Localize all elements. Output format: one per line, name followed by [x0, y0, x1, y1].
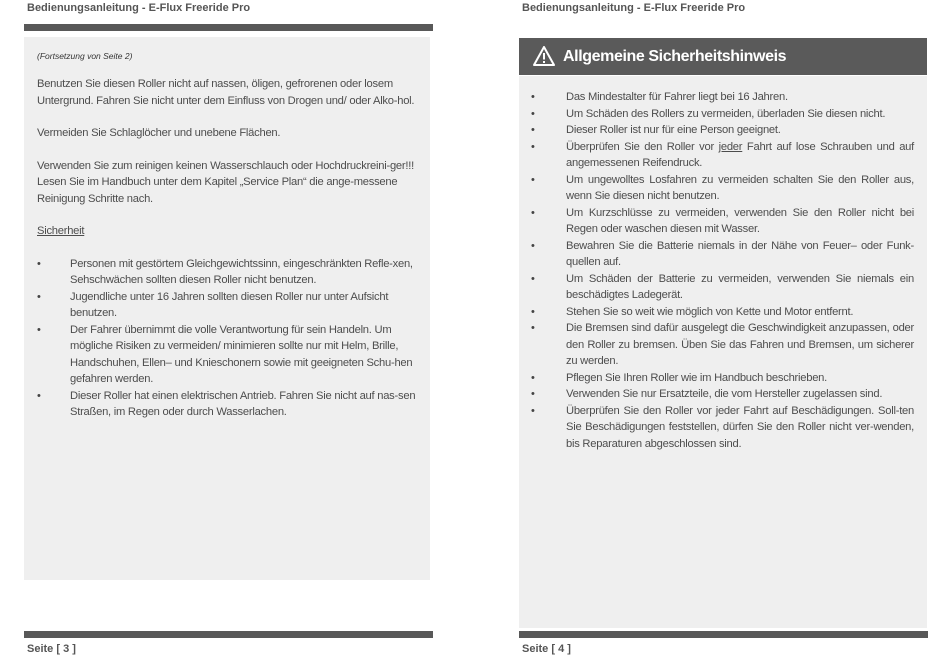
- list-item: [531, 139, 914, 172]
- text-part: Überprüfen Sie den Roller vor: [566, 140, 719, 153]
- list-item: • Überprüfen Sie den Roller vor jeder Fahrt auf Beschädigungen. Soll-ten Sie Beschädigungen feststellen, dürfen Sie den Roller nicht ver-wenden, bis Reparaturen abgeschlossen sind.: [531, 403, 914, 453]
- page-number: Seite [ 4 ]: [522, 643, 571, 655]
- list-item: • Stehen Sie so weit wie möglich von Kette und Motor entfernt.: [531, 304, 914, 321]
- list-item: • Dieser Roller hat einen elektrischen Antrieb. Fahren Sie nicht auf nas-sen Straßen, im Regen oder durch Wasserlachen.: [37, 388, 417, 421]
- section-heading: Sicherheit: [37, 225, 85, 237]
- text-part: Fahrt auf lose Schrauben und auf angemessenen Reifendruck.: [566, 140, 914, 169]
- bottom-rule: [519, 631, 928, 638]
- list-item: • Jugendliche unter 16 Jahren sollten diesen Roller nur unter Aufsicht benutzen.: [37, 289, 417, 322]
- list-item: • Um Schäden des Rollers zu vermeiden, überladen Sie diesen nicht.: [531, 106, 914, 123]
- warning-triangle-icon: [533, 46, 555, 66]
- running-head: Bedienungsanleitung - E-Flux Freeride Pro: [522, 2, 746, 14]
- continuation-note: (Fortsetzung von Seite 2): [37, 51, 133, 61]
- list-item: • Personen mit gestörtem Gleichgewichtssinn, eingeschränkten Refle-xen, Sehschwächen sollten diesen Roller nicht benutzen.: [37, 256, 417, 289]
- list-item: • Der Fahrer übernimmt die volle Verantwortung für sein Handeln. Um mögliche Risiken zu vermeiden/ minimieren sollte nur mit Helm, Brille, Handschuhen, Ellen– und Knieschonern sowie mit geeigneten Schu-hen gefahren werden.: [37, 322, 417, 388]
- paragraph: Vermeiden Sie Schlaglöcher und unebene Flächen.: [37, 127, 281, 139]
- list-item: • Das Mindestalter für Fahrer liegt bei 16 Jahren.: [531, 89, 914, 106]
- top-rule: [24, 24, 433, 31]
- page-content: [37, 50, 417, 421]
- list-item: • Um ungewolltes Losfahren zu vermeiden schalten Sie den Roller aus, wenn Sie diesen nicht benutzen.: [531, 172, 914, 205]
- list-item: • Um Schäden der Batterie zu vermeiden, verwenden Sie niemals ein beschädigtes Ladegerät.: [531, 271, 914, 304]
- bullet-list: [531, 89, 914, 452]
- emphasis-underlined: jeder: [718, 140, 743, 153]
- page-content: [531, 89, 914, 452]
- running-head: Bedienungsanleitung - E-Flux Freeride Pro: [27, 2, 251, 14]
- banner-title: Allgemeine Sicherheitshinweis: [563, 48, 787, 65]
- paragraph: Verwenden Sie zum reinigen keinen Wasserschlauch oder Hochdruckreini-ger!!! Lesen Sie im Handbuch unter dem Kapitel „Service Plan“ die ange-messene Reinigung Schritte nach.: [37, 159, 414, 205]
- section-banner: [519, 38, 927, 75]
- list-item: • Um Kurzschlüsse zu vermeiden, verwenden Sie den Roller nicht bei Regen oder waschen diesen mit Wasser.: [531, 205, 914, 238]
- right-page: [495, 0, 950, 660]
- page-number: Seite [ 3 ]: [27, 643, 76, 655]
- paragraph: Benutzen Sie diesen Roller nicht auf nassen, öligen, gefrorenen oder losem Untergrund. Fahren Sie nicht unter dem Einfluss von Drogen und/ oder Alko-hol.: [37, 78, 415, 107]
- list-item: • Bewahren Sie die Batterie niemals in der Nähe von Feuer– oder Funk-quellen auf.: [531, 238, 914, 271]
- bullet-list: [37, 256, 417, 421]
- list-item: • Dieser Roller ist nur für eine Person geeignet.: [531, 122, 914, 139]
- list-item: • Verwenden Sie nur Ersatzteile, die vom Hersteller zugelassen sind.: [531, 386, 914, 403]
- list-item: • Pflegen Sie Ihren Roller wie im Handbuch beschrieben.: [531, 370, 914, 387]
- bottom-rule: [24, 631, 433, 638]
- list-item: • Die Bremsen sind dafür ausgelegt die Geschwindigkeit anzupassen, oder den Roller zu bremsen. Üben Sie das Fahren und Bremsen, um sicherer zu werden.: [531, 320, 914, 370]
